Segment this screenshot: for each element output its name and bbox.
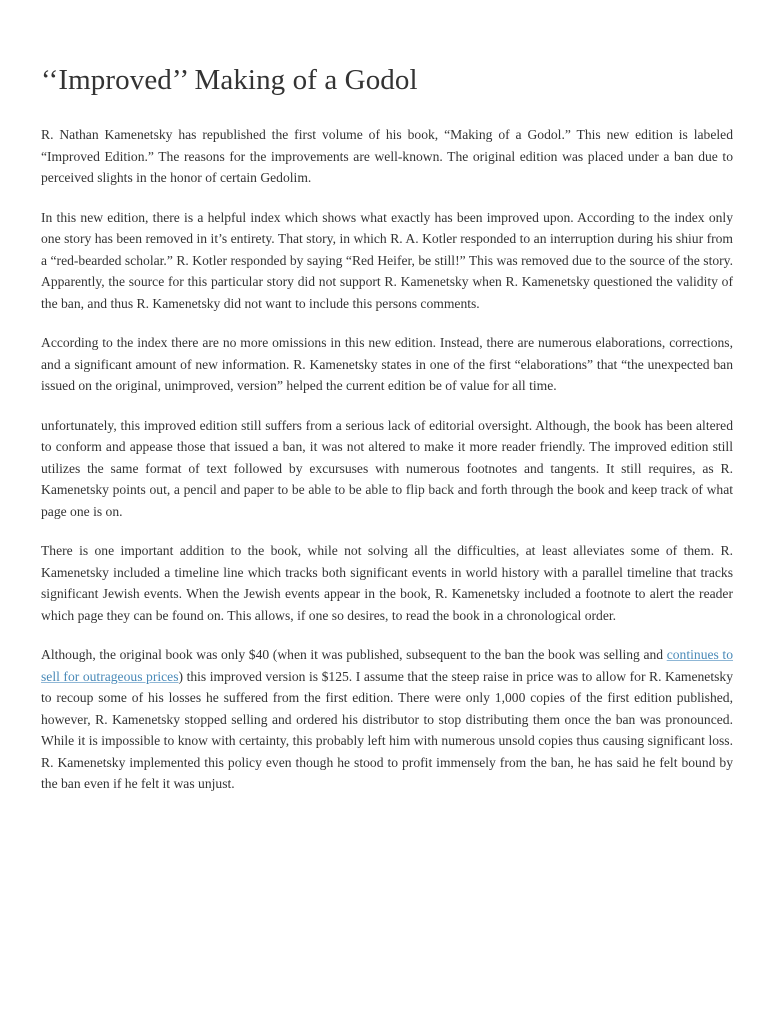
article	[41, 56, 733, 813]
outrageous-prices-link[interactable]: continues to sell for outrageous prices	[41, 647, 734, 684]
paragraph-intro: R. Nathan Kamenetsky has republished the first volume of his book, “Making of a Godol.” This new edition is labeled “Improved Edition.” The reasons for the improvements are well-known. The original edition was placed under a ban due to perceived slights in the honor of certain Gedolim.	[41, 127, 733, 185]
price-text-after-link: ) this improved version is $125. I assume that the steep raise in price was to allow for R. Kamenetsky to recoup some of his losses he suffered from the first edition. There were only 1,000 copies of the first edition published, however, R. Kamenetsky stopped selling and ordered his distributor to stop distributing them once the ban was pronounced. While it is impossible to know with certainty, this probably left him with numerous unsold copies thus causing significant loss. R. Kamenetsky implemented this policy even though he stood to profit immensely from the ban, he has said he felt bound by the ban even if he felt it was unjust.	[41, 668, 733, 791]
paragraph-price	[41, 644, 733, 795]
paragraph-timeline: There is one important addition to the book, while not solving all the difficulties, at least alleviates some of them. R. Kamenetsky included a timeline line which tracks both significant events in world history with a parallel timeline that tracks significant Jewish events. When the Jewish events appear in the book, R. Kamenetsky included a footnote to alert the reader which page they can be found on. This allows, if one so desires, to read the book in a chronological order.	[41, 543, 733, 623]
article-title: ‘‘Improved’’ Making of a Godol	[41, 64, 418, 96]
paragraph-index: In this new edition, there is a helpful index which shows what exactly has been improved upon. According to the index only one story has been removed in it’s entirety. That story, in which R. A. Kotler responded to an interruption during his shiur from a “red-bearded scholar.” R. Kotler responded by saying “Red Heifer, be still!” This was removed due to the source of the story. Apparently, the source for this particular story did not support R. Kamenetsky when R. Kamenetsky questioned the validity of the ban, and thus R. Kamenetsky did not want to include this persons comments.	[41, 209, 733, 311]
price-text-before-link: Although, the original book was only $40 (when it was published, subsequent to the ban the book was selling and	[41, 647, 667, 662]
paragraph-editorial: unfortunately, this improved edition still suffers from a serious lack of editorial oversight. Although, the book has been altered to conform and appease those that issued a ban, it was not altered to make it more reader friendly. The improved edition still utilizes the same format of text followed by excursuses with numerous footnotes and tangents. It still requires, as R. Kamenetsky points out, a pencil and paper to be able to be able to flip back and forth through the book and keep track of what page one is on.	[41, 417, 733, 519]
paragraph-elaborations: According to the index there are no more omissions in this new edition. Instead, there are numerous elaborations, corrections, and a significant amount of new information. R. Kamenetsky states in one of the first “elaborations” that “the unexpected ban issued on the original, unimproved, version” helped the current edition be of value for all time.	[41, 335, 733, 393]
